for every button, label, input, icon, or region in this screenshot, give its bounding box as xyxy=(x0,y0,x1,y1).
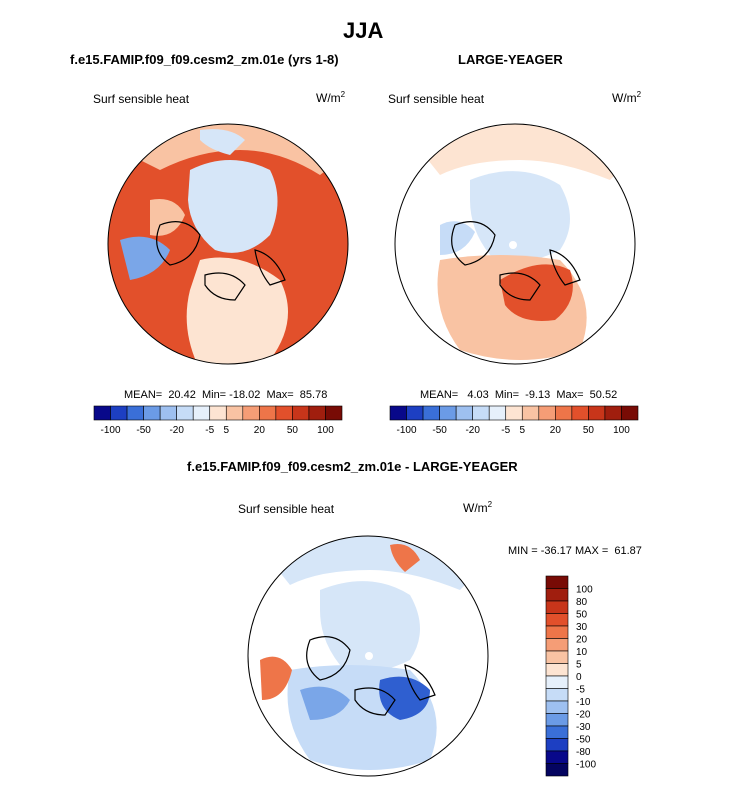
diff-colorbar-tick-label: 100 xyxy=(576,584,593,596)
diff-colorbar-tick-label: -10 xyxy=(576,697,591,708)
left-colorbar-swatch xyxy=(292,406,309,420)
right-variable-label: Surf sensible heat xyxy=(388,92,485,106)
diff-colorbar-swatch xyxy=(546,739,568,752)
left-colorbar-swatch xyxy=(309,406,326,420)
left-colorbar-swatch xyxy=(243,406,260,420)
left-panel-title: f.e15.FAMIP.f09_f09.cesm2_zm.01e (yrs 1-8) xyxy=(70,52,339,67)
right-stats: MEAN= 4.03 Min= -9.13 Max= 50.52 xyxy=(420,389,618,401)
right-colorbar-swatch xyxy=(407,406,424,420)
diff-colorbar-tick-label: 20 xyxy=(576,634,588,646)
right-colorbar-swatch xyxy=(572,406,589,420)
right-colorbar-swatch xyxy=(423,406,440,420)
diff-colorbar-tick-label: 5 xyxy=(576,659,582,671)
left-colorbar-swatch xyxy=(94,406,111,420)
diff-colorbar-tick-label: 0 xyxy=(576,672,582,683)
diff-colorbar-tick-label: 30 xyxy=(576,622,588,633)
left-colorbar-swatch xyxy=(177,406,194,420)
diff-units-base: W/m xyxy=(463,501,488,515)
diff-colorbar-swatch xyxy=(546,664,568,677)
left-colorbar-tick-label: -100 xyxy=(100,425,121,436)
diff-colorbar-tick-label: 80 xyxy=(576,597,588,608)
right-colorbar-swatch xyxy=(621,406,638,420)
diff-map-pole-dot xyxy=(365,652,373,660)
left-stats: MEAN= 20.42 Min= -18.02 Max= 85.78 xyxy=(124,389,328,401)
right-colorbar-swatch xyxy=(522,406,539,420)
diff-colorbar-swatch xyxy=(546,764,568,777)
right-colorbar-swatch xyxy=(456,406,473,420)
diff-colorbar-tick-label: -20 xyxy=(576,709,591,721)
left-colorbar-tick-label: 20 xyxy=(253,425,265,436)
right-colorbar-swatch xyxy=(539,406,556,420)
diff-colorbar-swatch xyxy=(546,626,568,639)
right-colorbar-swatch xyxy=(473,406,490,420)
diff-colorbar-tick-label: -100 xyxy=(576,759,597,771)
diff-variable-label: Surf sensible heat xyxy=(238,502,335,516)
diff-colorbar-swatch xyxy=(546,676,568,689)
right-map-arctic-ice xyxy=(470,171,570,261)
left-colorbar-swatch xyxy=(325,406,342,420)
diff-colorbar-swatch xyxy=(546,589,568,602)
diff-colorbar-swatch xyxy=(546,576,568,589)
diff-colorbar-tick-label: -80 xyxy=(576,747,591,758)
left-colorbar-tick-label: -20 xyxy=(169,425,184,436)
right-panel-title: LARGE-YEAGER xyxy=(458,52,563,67)
right-colorbar-tick-label: -50 xyxy=(432,425,447,436)
left-polar-map xyxy=(100,120,360,370)
right-colorbar xyxy=(390,406,638,436)
left-units-exp: 2 xyxy=(340,90,346,99)
diff-colorbar-swatch xyxy=(546,651,568,664)
left-variable-label: Surf sensible heat xyxy=(93,92,190,106)
left-colorbar-swatch xyxy=(160,406,177,420)
diff-colorbar-tick-label: -30 xyxy=(576,722,591,733)
diff-colorbar-swatch xyxy=(546,714,568,727)
diff-colorbar-swatch xyxy=(546,701,568,714)
right-colorbar-swatch xyxy=(588,406,605,420)
diff-colorbar-tick-label: 10 xyxy=(576,647,588,658)
diff-colorbar xyxy=(546,576,596,776)
right-colorbar-swatch xyxy=(390,406,407,420)
right-colorbar-tick-label: 50 xyxy=(582,425,594,436)
diff-units-exp: 2 xyxy=(487,500,493,509)
left-colorbar-swatch xyxy=(226,406,243,420)
right-units-base: W/m xyxy=(612,91,637,105)
left-colorbar-tick-label: 100 xyxy=(317,425,334,436)
right-colorbar-tick-label: -20 xyxy=(465,425,480,436)
right-colorbar-tick-label: -5 xyxy=(501,425,511,436)
diff-colorbar-tick-label: -50 xyxy=(576,734,591,746)
right-colorbar-tick-label: 5 xyxy=(519,425,526,436)
diff-stats: MIN = -36.17 MAX = 61.87 xyxy=(508,545,642,557)
left-colorbar xyxy=(94,406,342,436)
diff-polar-map xyxy=(240,530,500,788)
diff-panel-title: f.e15.FAMIP.f09_f09.cesm2_zm.01e - LARGE-YEAGER xyxy=(187,459,518,474)
left-colorbar-swatch xyxy=(127,406,144,420)
right-colorbar-tick-label: 100 xyxy=(613,425,630,436)
figure-title: JJA xyxy=(343,18,384,43)
diff-colorbar-swatch xyxy=(546,639,568,652)
left-colorbar-swatch xyxy=(111,406,128,420)
right-colorbar-swatch xyxy=(506,406,523,420)
left-colorbar-tick-label: 5 xyxy=(223,425,230,436)
diff-colorbar-swatch xyxy=(546,614,568,627)
left-colorbar-swatch xyxy=(276,406,293,420)
left-colorbar-swatch xyxy=(144,406,161,420)
left-colorbar-swatch xyxy=(210,406,227,420)
diff-colorbar-swatch xyxy=(546,751,568,764)
left-colorbar-tick-label: -50 xyxy=(136,425,151,436)
left-units-base: W/m xyxy=(316,91,341,105)
right-colorbar-swatch xyxy=(440,406,457,420)
diff-colorbar-tick-label: 50 xyxy=(576,609,588,621)
right-map-pole-dot xyxy=(509,241,517,249)
diff-colorbar-swatch xyxy=(546,601,568,614)
right-colorbar-swatch xyxy=(555,406,572,420)
left-colorbar-swatch xyxy=(259,406,276,420)
right-colorbar-tick-label: -100 xyxy=(396,425,417,436)
right-colorbar-swatch xyxy=(489,406,506,420)
diff-colorbar-swatch xyxy=(546,726,568,739)
right-polar-map xyxy=(390,120,650,370)
right-units-exp: 2 xyxy=(636,90,642,99)
left-colorbar-swatch xyxy=(193,406,210,420)
left-colorbar-tick-label: 50 xyxy=(286,425,298,436)
right-colorbar-swatch xyxy=(605,406,622,420)
left-colorbar-tick-label: -5 xyxy=(205,425,215,436)
diff-colorbar-swatch xyxy=(546,689,568,702)
right-colorbar-tick-label: 20 xyxy=(549,425,561,436)
diff-colorbar-tick-label: -5 xyxy=(576,684,585,696)
